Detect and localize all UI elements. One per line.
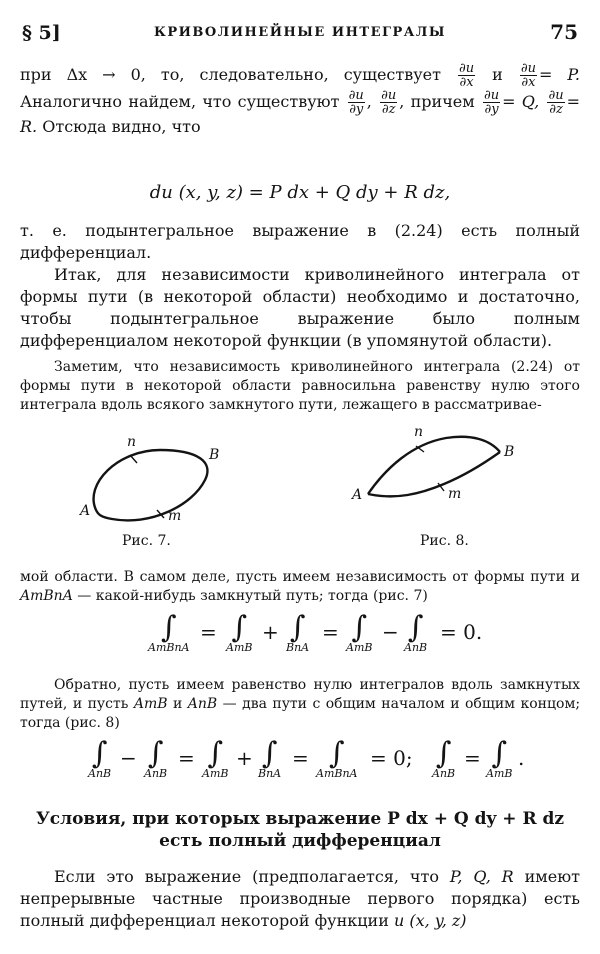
operator: =: [322, 620, 339, 644]
fig8-label-a: A: [352, 487, 363, 503]
fig8-label-b: B: [504, 444, 515, 460]
integral: ∫ BnA: [258, 736, 282, 780]
integral: ∫ AmBnA: [316, 736, 358, 780]
operator: =: [464, 746, 481, 770]
text: Аналогично найдем, что существуют: [20, 92, 340, 111]
fraction: $\frac{\partial u}{\partial y}$: [348, 88, 364, 117]
figure-8: [350, 424, 514, 549]
function-name: u (x, y, z): [393, 911, 467, 930]
fig7-label-n: n: [127, 434, 137, 450]
path-name: AmB: [133, 696, 168, 712]
equation-two-paths: [20, 738, 580, 788]
operator: =: [178, 746, 195, 770]
closed-path-curve: [94, 450, 208, 520]
integral: ∫ AnB: [88, 736, 112, 780]
operator: −: [120, 746, 137, 770]
figures: [0, 414, 600, 564]
fig8-label-n: n: [414, 424, 424, 440]
integral: ∫ AnB: [404, 610, 428, 654]
operator: =: [200, 620, 217, 644]
text: = P.: [538, 65, 581, 84]
integral: ∫ AnB: [432, 736, 456, 780]
text: мой области. В самом деле, пусть имеем независимость от формы пути и: [20, 569, 580, 585]
paragraph-converse: [20, 676, 580, 733]
integral: ∫ AmB: [202, 736, 229, 780]
chapter-title: КРИВОЛИНЕЙНЫЕ ИНТЕГРАЛЫ: [154, 25, 446, 40]
integral: ∫ AnB: [144, 736, 168, 780]
fraction: $\frac{\partial u}{\partial x}$: [459, 61, 475, 90]
text: = Q,: [502, 92, 540, 111]
fig8-label-m: m: [448, 486, 462, 502]
fig7-caption: Рис. 7.: [122, 533, 171, 549]
variables: P, Q, R: [449, 867, 514, 886]
fig7-label-a: A: [80, 503, 91, 519]
running-header: [22, 20, 578, 48]
figure-7: [78, 434, 219, 549]
integral: ∫ AmBnA: [148, 610, 190, 654]
text: Обратно, пусть имеем равенство нулю интегралов вдоль замкнутых путей, и пусть: [20, 677, 580, 712]
page-number: 75: [550, 20, 578, 44]
paragraph-conditions: [20, 866, 580, 932]
tick-mark: [130, 455, 137, 463]
heading-line-1: Условия, при которых выражение P dx + Q dy + R dz: [35, 809, 565, 829]
text: — какой-нибудь замкнутый путь; тогда (рис. 7): [77, 588, 428, 604]
text: при Δx → 0, то, следовательно, существует: [20, 65, 441, 84]
section-marker: § 5]: [22, 22, 61, 44]
integral: ∫ BnA: [286, 610, 310, 654]
operator: =: [292, 746, 309, 770]
text: — два пути с общим началом и общим концом; тогда (рис. 8): [20, 696, 581, 731]
fig7-label-b: B: [209, 447, 220, 463]
path-amb: [368, 452, 500, 496]
path-name: AnB: [187, 696, 218, 712]
heading-line-2: есть полный дифференциал: [159, 831, 441, 851]
text: , причем: [399, 92, 475, 111]
fraction: $\frac{\partial u}{\partial x}$: [520, 61, 536, 90]
path-name: AmBnA: [20, 588, 73, 604]
integral: ∫ AmB: [346, 610, 373, 654]
paragraph-proof-start: [20, 568, 580, 606]
section-heading: [20, 808, 580, 852]
text: и: [172, 696, 183, 712]
paragraph-conclusion: Итак, для независимости криволинейного интеграла от формы пути (в некоторой области) необходимо и достаточно, чтобы подынтегральное выражение было полным дифференциалом некоторой функции (в упомянутой области).: [20, 265, 580, 350]
operator: −: [382, 620, 399, 644]
text: Если это выражение (предполагается, что: [54, 867, 439, 886]
paragraph-closed-path: Заметим, что независимость криволинейного интеграла (2.24) от формы пути в некоторой области равносильна равенству нулю этого интеграла вдоль всякого замкнутого пути, лежащего в рассматривае-: [20, 359, 580, 413]
operator: = 0;: [370, 746, 413, 770]
paragraph-full-differential: т. е. подынтегральное выражение в (2.24) есть полный дифференциал.: [20, 221, 580, 262]
operator: +: [236, 746, 253, 770]
fig8-caption: Рис. 8.: [420, 533, 469, 549]
figures-svg: [0, 414, 600, 564]
formula-du: du (x, y, z) = P dx + Q dy + R dz,: [149, 182, 451, 203]
operator: = 0.: [440, 620, 483, 644]
text: Отсюда видно, что: [42, 117, 201, 136]
equation-closed-path: [20, 612, 580, 662]
operator: .: [518, 746, 525, 770]
fraction: $\frac{\partial u}{\partial y}$: [483, 88, 500, 117]
text: = R.: [20, 92, 580, 136]
text: имеют непрерывные частные производные первого порядка) есть полный дифференциал некоторой функции: [20, 867, 580, 930]
integral: ∫ AmB: [486, 736, 513, 780]
operator: +: [262, 620, 279, 644]
fraction: $\frac{\partial u}{\partial z}$: [548, 88, 564, 117]
fig7-label-m: m: [168, 508, 182, 524]
paragraph-derivatives: при Δx → 0, то, следовательно, существует $\frac{\partial u}{\partial x}$ и $\frac{\partial u}{\partial x}$ = P. Аналогично найдем, что существуют $\frac{\partial u}{\partial y}$ , $\frac{\partial u}{\partial z}$ , причем $\frac{\partial u}{\partial y}$ = Q, $\frac{\partial u}{\partial z}$ = R. Отсюда видно, что: [20, 61, 581, 136]
text: и: [492, 65, 503, 84]
integral: ∫ AmB: [226, 610, 253, 654]
fraction: $\frac{\partial u}{\partial z}$: [381, 88, 397, 117]
